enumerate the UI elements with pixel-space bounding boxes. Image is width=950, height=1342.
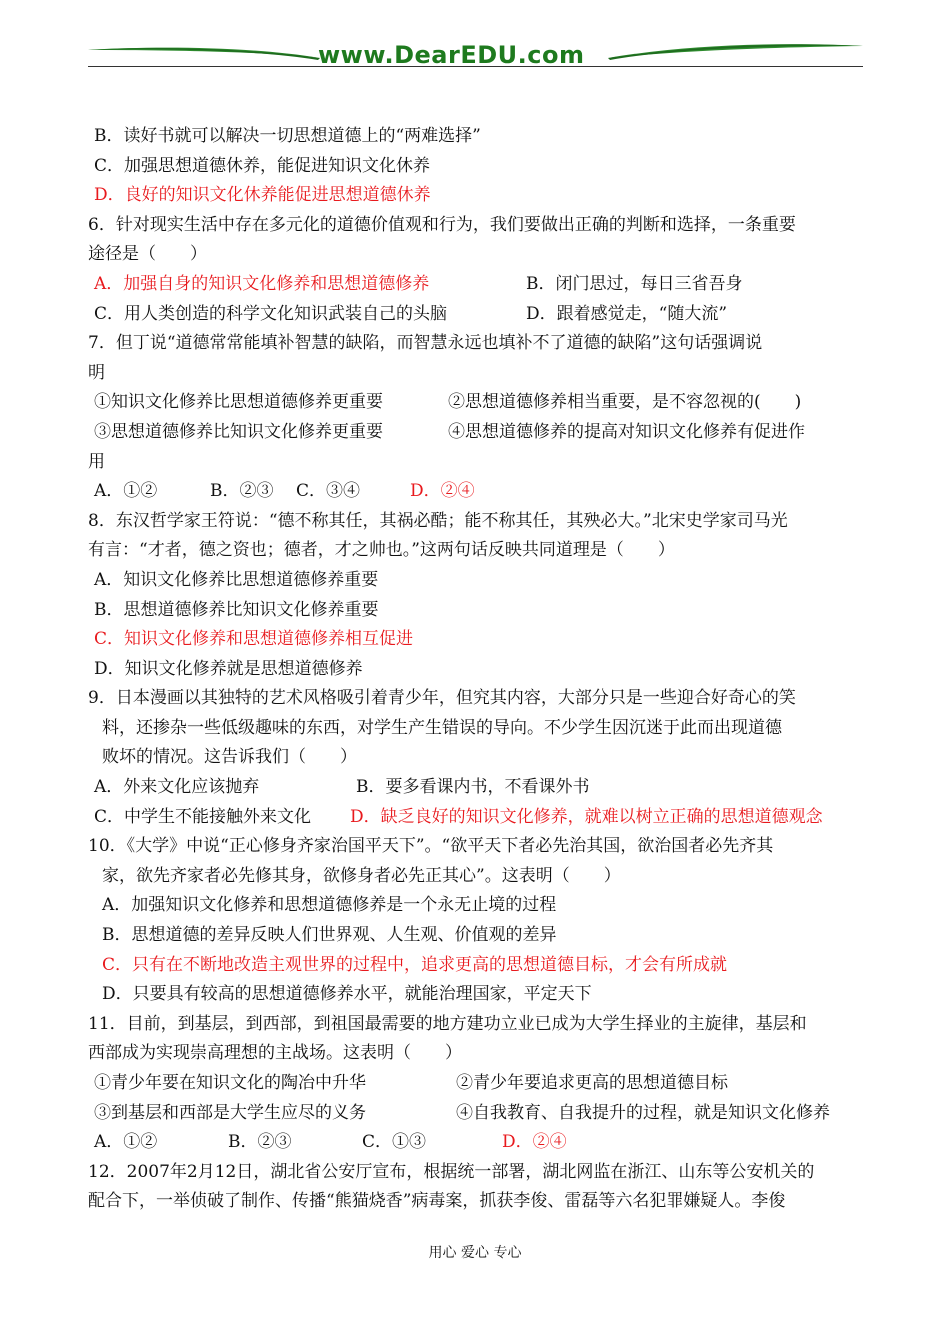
answer-option: A．加强自身的知识文化修养和思想道德修养 — [94, 273, 430, 294]
answer-option: D．②④ — [410, 481, 475, 502]
option-line: D．只要具有较高的思想道德修养水平，就能治理国家，平定天下 — [102, 984, 592, 1005]
question-12-text: 配合下，一举侦破了制作、传播“熊猫烧香”病毒案，抓获李俊、雷磊等六名犯罪嫌疑人。李俊 — [88, 1191, 786, 1212]
statement: ②青少年要追求更高的思想道德目标 — [456, 1073, 728, 1093]
question-11-text: 西部成为实现崇高理想的主战场。这表明（ ） — [88, 1043, 462, 1064]
site-name-logo[interactable]: www.DearEDU.com — [318, 41, 585, 69]
option-line: B．思想道德的差异反映人们世界观、人生观、价值观的差异 — [102, 925, 557, 946]
option-line: C．加强思想道德休养，能促进知识文化休养 — [94, 155, 431, 176]
option-row — [88, 477, 868, 507]
statement-row — [88, 1099, 868, 1129]
option-line: A．加强知识文化修养和思想道德修养是一个永无止境的过程 — [102, 895, 557, 916]
question-11-text: 11．目前，到基层，到西部，到祖国最需要的地方建功立业已成为大学生择业的主旋律，基层和 — [88, 1013, 807, 1034]
answer-option-line: D．良好的知识文化休养能促进思想道德休养 — [94, 185, 431, 206]
option: C．用人类创造的科学文化知识武装自己的头脑 — [94, 303, 448, 324]
header-divider — [88, 66, 863, 67]
question-10-text: 10．《大学》中说“正心修身齐家治国平天下”。“欲平天下者必先治其国，欲治国者必先齐其 — [88, 836, 774, 857]
statement-row — [88, 1069, 868, 1099]
statement: ③到基层和西部是大学生应尽的义务 — [94, 1102, 366, 1123]
option: B．②③ — [210, 481, 274, 502]
option: A．外来文化应该抛弃 — [94, 777, 260, 798]
statement: ③思想道德修养比知识文化修养更重要 — [94, 421, 383, 442]
option: D．跟着感觉走，“随大流” — [526, 303, 728, 324]
answer-option: D．②④ — [502, 1132, 567, 1153]
page-footer: 用心 爱心 专心 — [428, 1245, 522, 1261]
question-7-text: 明 — [88, 362, 105, 383]
question-9-text: 9．日本漫画以其独特的艺术风格吸引着青少年，但究其内容，大部分只是一些迎合好奇心的笑 — [88, 688, 796, 709]
question-7-text: 7．但丁说“道德常常能填补智慧的缺陷，而智慧永远也填补不了道德的缺陷”这句话强调说 — [88, 333, 763, 354]
option: B．要多看课内书，不看课外书 — [356, 777, 590, 798]
option: C．③④ — [296, 481, 361, 502]
option-row — [88, 803, 868, 833]
statement-row — [88, 388, 868, 418]
statement: ④思想道德修养的提高对知识文化修养有促进作 — [448, 421, 805, 442]
document-body — [88, 122, 868, 1217]
question-8-text: 8．东汉哲学家王符说：“德不称其任，其祸必酷；能不称其任，其殃必大。”北宋史学家司马光 — [88, 510, 788, 531]
question-6-text: 途径是（ ） — [88, 244, 207, 265]
question-8-text: 有言：“才者，德之资也；德者，才之帅也。”这两句话反映共同道理是（ ） — [88, 540, 675, 561]
option-row — [88, 300, 868, 330]
question-10-text: 家，欲先齐家者必先修其身，欲修身者必先正其心”。这表明（ ） — [102, 865, 621, 886]
statement: ②思想道德修养相当重要，是不容忽视的( ) — [448, 392, 802, 413]
answer-option: D．缺乏良好的知识文化修养，就难以树立正确的思想道德观念 — [350, 806, 823, 827]
option-line: D．知识文化修养就是思想道德修养 — [94, 658, 363, 679]
question-12-text: 12．2007年2月12日，湖北省公安厅宣布，根据统一部署，湖北网监在浙江、山东等公安机关的 — [88, 1161, 815, 1182]
option-row — [88, 270, 868, 300]
option: B．闭门思过，每日三省吾身 — [526, 273, 743, 294]
answer-option-line: C．只有在不断地改造主观世界的过程中，追求更高的思想道德目标，才会有所成就 — [102, 954, 728, 975]
statement: ①知识文化修养比思想道德修养更重要 — [94, 392, 383, 413]
question-6-text: 6．针对现实生活中存在多元化的道德价值观和行为，我们要做出正确的判断和选择，一条重要 — [88, 214, 796, 235]
option: C．中学生不能接触外来文化 — [94, 806, 312, 827]
option-line: A．知识文化修养比思想道德修养重要 — [94, 569, 379, 590]
option-line: B．思想道德修养比知识文化修养重要 — [94, 599, 379, 620]
option-row — [88, 1128, 868, 1158]
answer-option-line: C．知识文化修养和思想道德修养相互促进 — [94, 629, 414, 650]
statement: ④自我教育、自我提升的过程，就是知识文化修养 — [456, 1102, 830, 1123]
option-row — [88, 773, 868, 803]
question-9-text: 败坏的情况。这告诉我们（ ） — [102, 747, 357, 768]
statement-continuation: 用 — [88, 451, 105, 472]
statement-row — [88, 418, 868, 448]
option-line: B．读好书就可以解决一切思想道德上的“两难选择” — [94, 126, 481, 146]
option: C．①③ — [362, 1132, 427, 1153]
option: B．②③ — [228, 1132, 292, 1153]
statement: ①青少年要在知识文化的陶冶中升华 — [94, 1073, 366, 1093]
option: A．①② — [94, 1132, 158, 1153]
question-9-text: 料，还掺杂一些低级趣味的东西，对学生产生错误的导向。不少学生因沉迷于此而出现道德 — [102, 717, 782, 738]
option: A．①② — [94, 481, 158, 502]
